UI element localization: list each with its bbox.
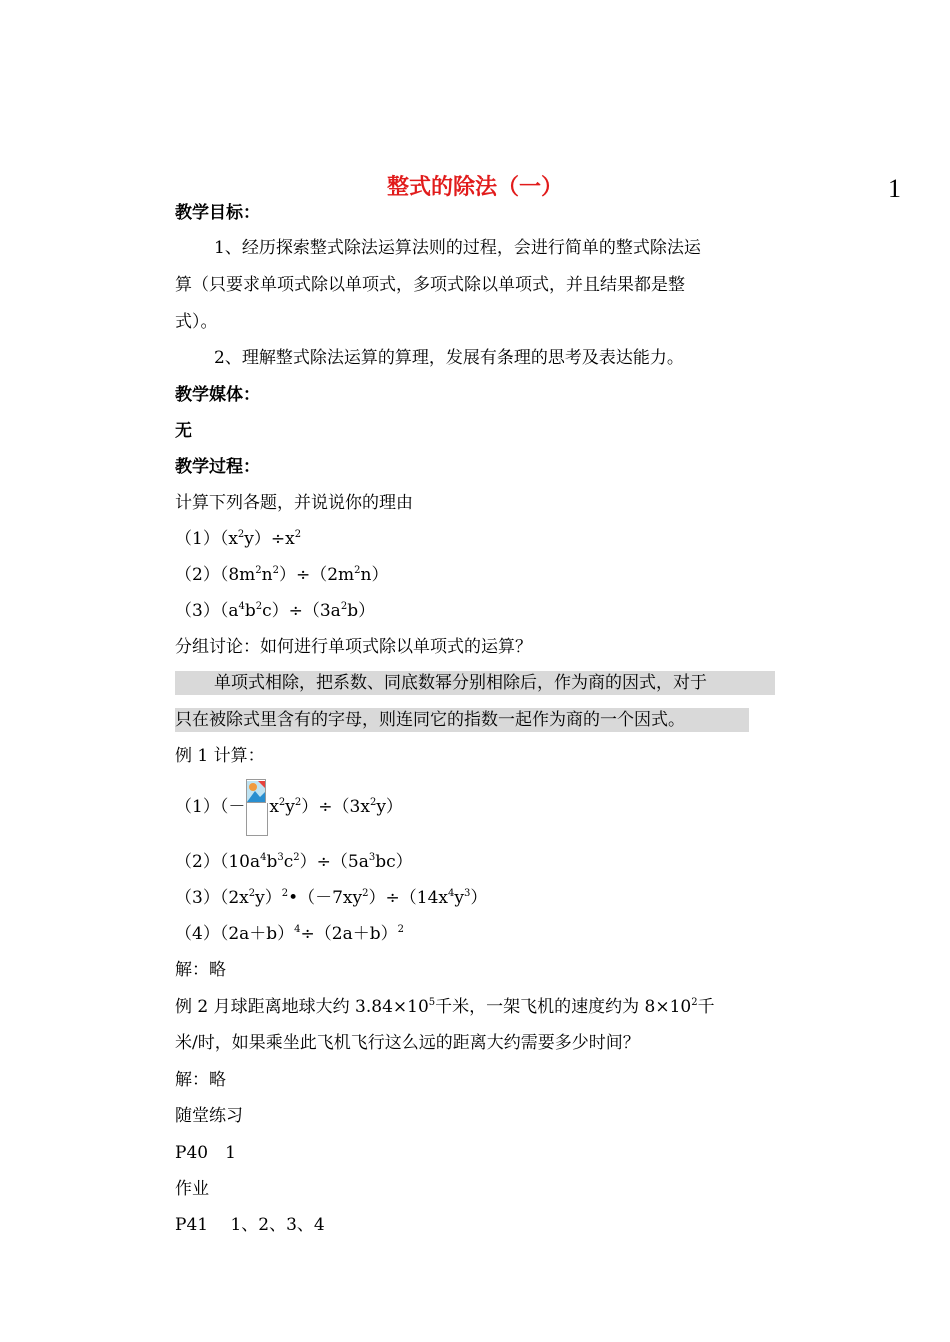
example-1-answer: 解：略 xyxy=(175,960,226,980)
broken-fraction-image xyxy=(246,779,268,837)
practice-reference: P40 1 xyxy=(175,1143,236,1163)
example-1-heading: 例 1 计算： xyxy=(175,746,265,766)
exercise-2: $(2)(8m^2n^2)\div(2m^2n)$ xyxy=(175,565,389,585)
exercise-3: $(3)(a^4b^2c)\div(3a^2b)$ xyxy=(175,601,376,621)
homework-reference: P41 1、2、3、4 xyxy=(175,1215,325,1235)
media-heading: 教学媒体： xyxy=(175,385,260,405)
example-2-line-2: 米/时，如果乘坐此飞机飞行这么远的距离大约需要多少时间？ xyxy=(175,1033,640,1053)
goals-heading: 教学目标： xyxy=(175,203,260,223)
process-heading: 教学过程： xyxy=(175,457,260,477)
rule-line-1: 单项式相除，把系数、同底数幂分别相除后，作为商的因式，对于 xyxy=(214,673,707,693)
example-1-problem-1: （1）（－ $x^2y^2)\div(3x^2y)$ xyxy=(175,778,403,837)
page-title: 整式的除法（一） xyxy=(386,175,563,200)
exercise-1: $(1)(x^2y)\div x^2$ xyxy=(175,529,302,549)
intro-text: 计算下列各题，并说说你的理由 xyxy=(175,493,413,513)
example-2-line-1: 例 2 月球距离地球大约 $3.84\times 10^5$千米，一架飞机的速度约为 $8\times 10^2$千 xyxy=(175,997,715,1017)
goal-1-line-1: 1、经历探索整式除法运算法则的过程，会进行简单的整式除法运 xyxy=(214,238,701,258)
goal-1-line-2: 算（只要求单项式除以单项式，多项式除以单项式，并且结果都是整 xyxy=(175,275,685,295)
media-value: 无 xyxy=(175,421,192,441)
example-2-answer: 解：略 xyxy=(175,1070,226,1090)
discussion-prompt: 分组讨论：如何进行单项式除以单项式的运算？ xyxy=(175,637,532,657)
homework-heading: 作业 xyxy=(175,1179,209,1199)
practice-heading: 随堂练习 xyxy=(175,1106,243,1126)
goal-1-line-3: 式）。 xyxy=(175,312,218,332)
example-1-problem-2: $(2)(10a^4b^3c^2)\div(5a^3bc)$ xyxy=(175,852,413,872)
example-1-problem-4: $(4)(2a+b)^4\div(2a+b)^2$ xyxy=(175,924,404,944)
rule-line-2: 只在被除式里含有的字母，则连同它的指数一起作为商的一个因式。 xyxy=(175,710,685,730)
goal-2: 2、理解整式除法运算的算理，发展有条理的思考及表达能力。 xyxy=(214,348,684,368)
broken-image-icon xyxy=(246,779,266,803)
page-number: 1 xyxy=(888,174,901,203)
example-1-problem-3: $(3)(2x^2y)^2•(-7xy^2)\div(14x^4y^3)$ xyxy=(175,888,488,908)
